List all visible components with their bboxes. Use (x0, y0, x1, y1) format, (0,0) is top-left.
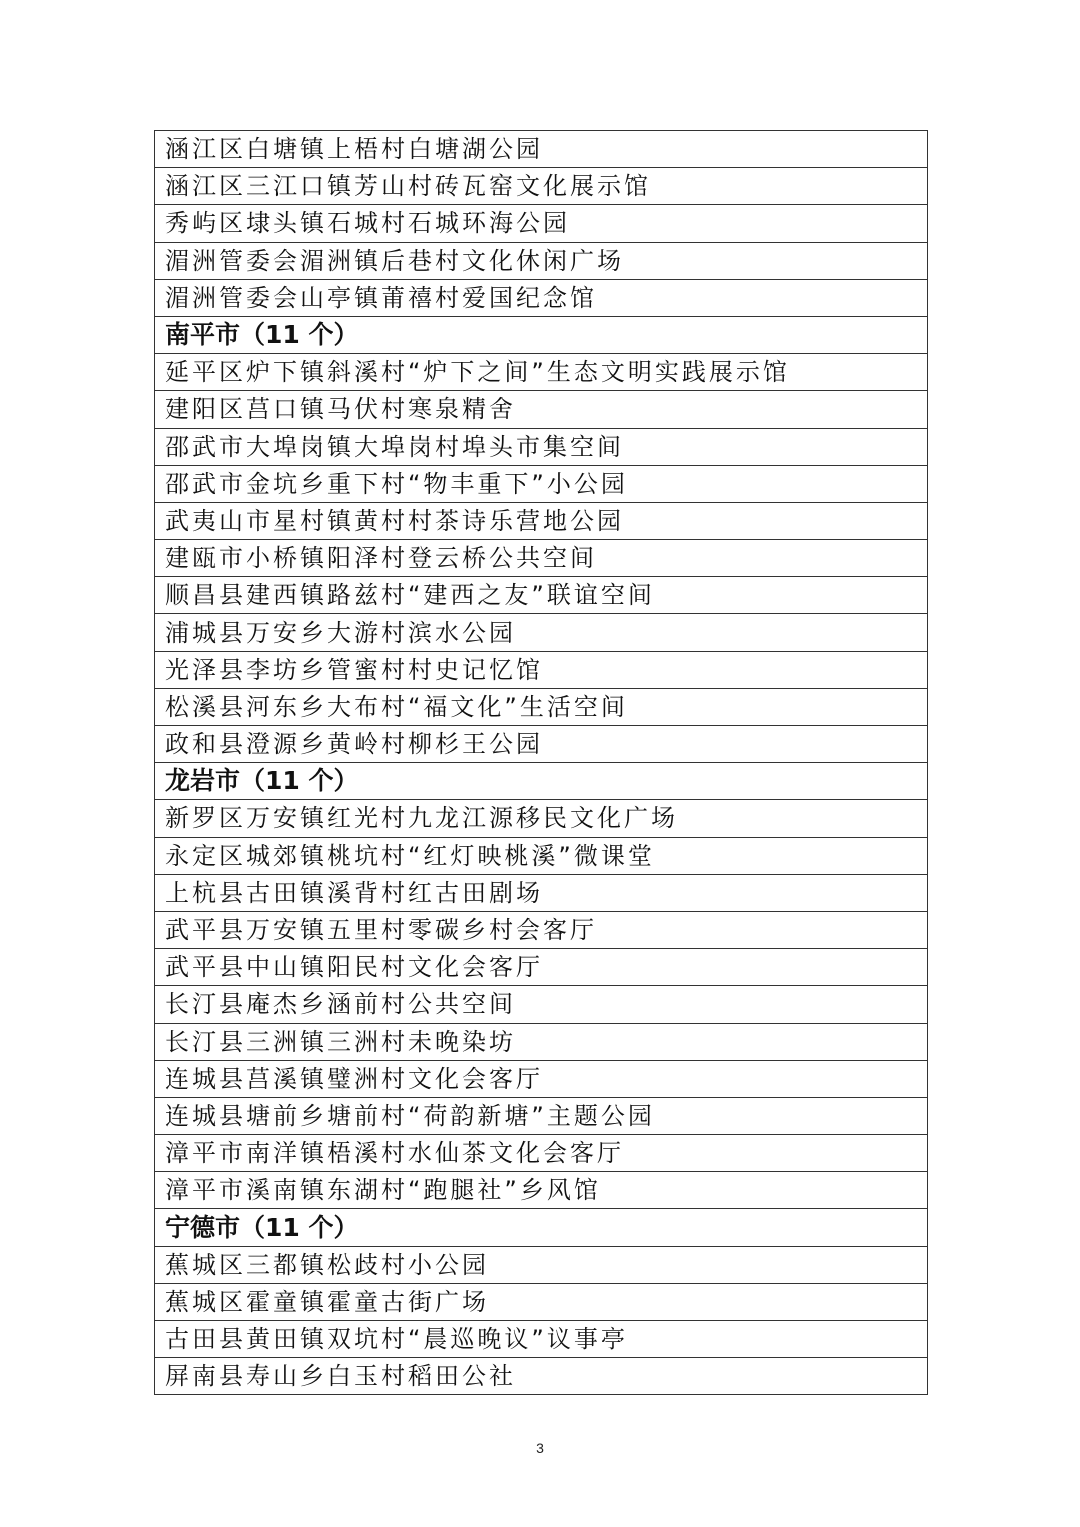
table-cell: 漳平市南洋镇梧溪村水仙茶文化会客厅 (155, 1135, 928, 1172)
table-row (155, 1358, 928, 1395)
table-row (155, 911, 928, 948)
table-row (155, 131, 928, 168)
table-row (155, 949, 928, 986)
table-cell: 延平区炉下镇斜溪村“炉下之间”生态文明实践展示馆 (155, 354, 928, 391)
table-cell: 政和县澄源乡黄岭村柳杉王公园 (155, 726, 928, 763)
table-row (155, 540, 928, 577)
table-row (155, 1135, 928, 1172)
table-cell: 武平县万安镇五里村零碳乡村会客厅 (155, 911, 928, 948)
list-table (154, 130, 928, 1395)
city-header-cell: 南平市（11 个） (155, 316, 928, 353)
table-cell: 建瓯市小桥镇阳泽村登云桥公共空间 (155, 540, 928, 577)
table-cell: 新罗区万安镇红光村九龙江源移民文化广场 (155, 800, 928, 837)
table-row (155, 726, 928, 763)
table-row (155, 279, 928, 316)
city-header-cell: 龙岩市（11 个） (155, 763, 928, 800)
table-cell: 涵江区白塘镇上梧村白塘湖公园 (155, 131, 928, 168)
table-row (155, 465, 928, 502)
table-cell: 连城县塘前乡塘前村“荷韵新塘”主题公园 (155, 1097, 928, 1134)
city-header-cell: 宁德市（11 个） (155, 1209, 928, 1246)
table-cell: 长汀县三洲镇三洲村未晚染坊 (155, 1023, 928, 1060)
table-row (155, 1060, 928, 1097)
table-cell: 光泽县李坊乡管蜜村村史记忆馆 (155, 651, 928, 688)
table-cell: 蕉城区霍童镇霍童古街广场 (155, 1283, 928, 1320)
table-row (155, 800, 928, 837)
table-cell: 永定区城郊镇桃坑村“红灯映桃溪”微课堂 (155, 837, 928, 874)
table-row (155, 1246, 928, 1283)
table-cell: 屏南县寿山乡白玉村稻田公社 (155, 1358, 928, 1395)
table-cell: 顺昌县建西镇路兹村“建西之友”联谊空间 (155, 577, 928, 614)
table-cell: 邵武市金坑乡重下村“物丰重下”小公园 (155, 465, 928, 502)
page-number: 3 (536, 1440, 544, 1456)
table-row (155, 1283, 928, 1320)
table-cell: 邵武市大埠岗镇大埠岗村埠头市集空间 (155, 428, 928, 465)
table-row (155, 428, 928, 465)
table-row (155, 391, 928, 428)
table-cell: 松溪县河东乡大布村“福文化”生活空间 (155, 688, 928, 725)
table-row (155, 1097, 928, 1134)
table-row (155, 651, 928, 688)
table-row (155, 242, 928, 279)
table-cell: 浦城县万安乡大游村滨水公园 (155, 614, 928, 651)
table-cell: 秀屿区埭头镇石城村石城环海公园 (155, 205, 928, 242)
list-table-body (155, 131, 928, 1395)
table-row (155, 168, 928, 205)
city-header-row (155, 316, 928, 353)
city-header-row (155, 1209, 928, 1246)
table-row (155, 614, 928, 651)
table-cell: 武夷山市星村镇黄村村茶诗乐营地公园 (155, 502, 928, 539)
table-cell: 漳平市溪南镇东湖村“跑腿社”乡风馆 (155, 1172, 928, 1209)
table-row (155, 1023, 928, 1060)
table-row (155, 502, 928, 539)
table-cell: 武平县中山镇阳民村文化会客厅 (155, 949, 928, 986)
table-row (155, 1321, 928, 1358)
table-cell: 建阳区莒口镇马伏村寒泉精舍 (155, 391, 928, 428)
table-cell: 长汀县庵杰乡涵前村公共空间 (155, 986, 928, 1023)
table-row (155, 205, 928, 242)
table-row (155, 874, 928, 911)
table-cell: 湄洲管委会湄洲镇后巷村文化休闲广场 (155, 242, 928, 279)
table-row (155, 577, 928, 614)
table-row (155, 837, 928, 874)
table-cell: 古田县黄田镇双坑村“晨巡晚议”议事亭 (155, 1321, 928, 1358)
table-row (155, 986, 928, 1023)
table-row (155, 1172, 928, 1209)
city-header-row (155, 763, 928, 800)
table-cell: 上杭县古田镇溪背村红古田剧场 (155, 874, 928, 911)
table-cell: 连城县莒溪镇璧洲村文化会客厅 (155, 1060, 928, 1097)
table-row (155, 354, 928, 391)
table-row (155, 688, 928, 725)
table-cell: 湄洲管委会山亭镇莆禧村爱国纪念馆 (155, 279, 928, 316)
table-cell: 涵江区三江口镇芳山村砖瓦窑文化展示馆 (155, 168, 928, 205)
table-cell: 蕉城区三都镇松歧村小公园 (155, 1246, 928, 1283)
